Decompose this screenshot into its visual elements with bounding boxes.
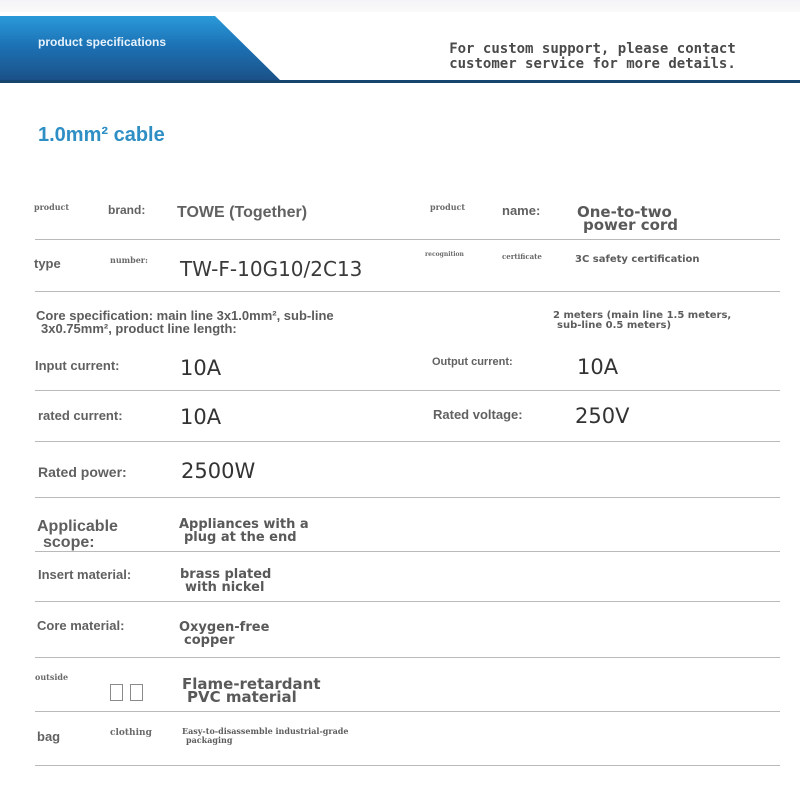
outside-value [182, 675, 321, 706]
row-divider [35, 657, 780, 658]
number-value: TW-F-10G10/2C13 [180, 257, 363, 281]
rated-voltage-label: Rated voltage: [433, 407, 523, 422]
name-label: name: [502, 203, 541, 218]
rated-current-value: 10A [180, 405, 222, 429]
name-value-line-1: One-to-two [577, 203, 672, 221]
name-value-line-2: power cord [583, 216, 679, 234]
row-divider [35, 711, 780, 712]
insert-material-value [180, 568, 271, 594]
row-divider [35, 441, 780, 442]
outside-value-line-2: PVC material [187, 688, 297, 706]
product-label: product [34, 202, 70, 212]
row-divider [35, 239, 780, 240]
brand-label: brand: [108, 203, 146, 217]
insert-material-line-2: with nickel [185, 580, 265, 595]
clothing-label: clothing [110, 728, 152, 738]
row-divider [35, 390, 780, 391]
placeholder-box-icon [110, 684, 123, 701]
brand-value: TOWE (Together) [177, 204, 308, 221]
certificate-value: 3C safety certification [575, 254, 700, 265]
length-line-2: sub-line 0.5 meters) [557, 320, 672, 331]
core-material-value [179, 621, 269, 647]
scope-label-line-2: scope: [43, 534, 95, 551]
support-note [440, 42, 745, 72]
length-text [553, 311, 731, 331]
number-label: number: [110, 255, 148, 265]
length-line-1: 2 meters (main line 1.5 meters, [553, 310, 732, 321]
rated-power-value: 2500W [181, 459, 256, 483]
input-current-value: 10A [180, 356, 222, 380]
core-spec-text [36, 309, 334, 335]
core-material-line-2: copper [184, 633, 235, 648]
insert-material-line-1: brass plated [180, 567, 272, 582]
row-divider [35, 497, 780, 498]
scope-value-line-2: plug at the end [184, 530, 297, 545]
core-spec-line-1: Core specification: main line 3x1.0mm², sub-line [36, 308, 334, 323]
banner-tab [0, 16, 290, 82]
outside-value-line-1: Flame-retardant [182, 675, 321, 693]
row-divider [35, 551, 780, 552]
certificate-label: certificate [502, 252, 542, 261]
rated-current-label: rated current: [38, 408, 123, 423]
recognition-label: recognition [425, 251, 464, 258]
bag-label: bag [37, 729, 61, 744]
output-current-value: 10A [577, 355, 619, 379]
row-divider [35, 601, 780, 602]
scope-value [179, 518, 309, 544]
output-current-label: Output current: [432, 356, 513, 368]
banner-divider [0, 80, 800, 83]
name-value [577, 203, 679, 234]
cable-title: 1.0mm² cable [38, 124, 165, 146]
top-strip [0, 0, 800, 12]
scope-value-line-1: Appliances with a [179, 517, 309, 532]
rated-power-label: Rated power: [38, 464, 127, 480]
core-material-line-1: Oxygen-free [179, 620, 270, 635]
type-label: type [34, 256, 61, 271]
packaging-line-2: packaging [186, 735, 233, 745]
input-current-label: Input current: [35, 358, 120, 373]
outside-label: outside [35, 672, 69, 682]
core-material-label: Core material: [37, 618, 125, 633]
row-divider [35, 291, 780, 292]
placeholder-box-icon [130, 684, 143, 701]
row-divider [35, 765, 780, 766]
support-note-line-2: customer service for more details. [449, 56, 736, 72]
insert-material-label: Insert material: [38, 567, 132, 582]
scope-label-line-1: Applicable [37, 518, 118, 535]
packaging-value [182, 727, 348, 745]
rated-voltage-value: 250V [575, 404, 630, 428]
scope-label [37, 519, 118, 551]
support-note-line-1: For custom support, please contact [449, 41, 736, 57]
banner-title: product specifications [38, 35, 167, 49]
core-spec-line-2: 3x0.75mm², product line length: [41, 321, 237, 336]
product-label-2: product [430, 202, 466, 212]
packaging-line-1: Easy-to-disassemble industrial-grade [182, 726, 349, 736]
